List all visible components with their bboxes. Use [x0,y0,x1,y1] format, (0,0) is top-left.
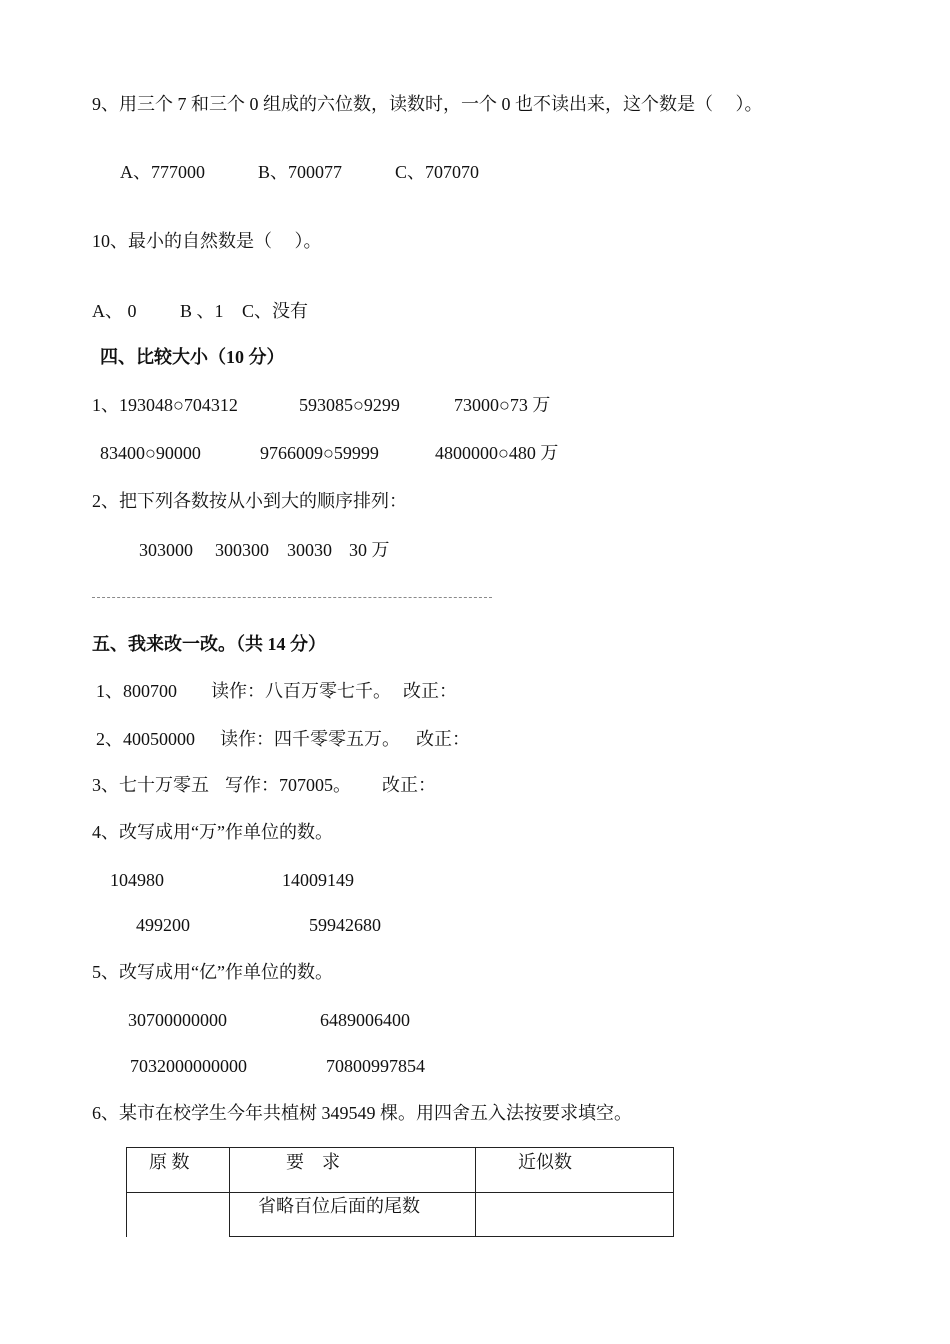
compare-item: 4800000○480 万 [435,443,559,463]
q9-option-c: C、707070 [395,162,480,182]
sort-number: 30030 [287,540,332,560]
rewrite-wan-prompt: 4、改写成用“万”作单位的数。 [92,822,333,842]
fix-item-1-number: 1、800700 [96,681,177,701]
table-cell-original[interactable] [127,1193,230,1237]
section-5-title: 五、我来改一改。（共 14 分） [92,634,326,654]
header-approximate: 近似数 [518,1152,572,1172]
compare-item: 593085○9299 [299,395,400,415]
header-original-number: 原 数 [149,1152,190,1172]
table-header-cell [476,1148,674,1193]
q10-option-c: C、没有 [242,301,309,321]
fix-item-1-reading: 读作：八百万零七千。 [211,681,391,701]
fix-item-1-correction: 改正： [403,681,457,701]
rewrite-number: 6489006400 [320,1010,410,1030]
q9-option-a: A、777000 [120,162,205,182]
section-4-title: 四、比较大小（10 分） [100,347,285,367]
table-cell-requirement [230,1193,476,1237]
approximation-prompt: 6、某市在校学生今年共植树 349549 棵。用四舍五入法按要求填空。 [92,1103,632,1123]
sort-number: 303000 [139,540,193,560]
approximation-table [126,1147,674,1237]
rewrite-number: 30700000000 [128,1010,227,1030]
rewrite-number: 104980 [110,870,164,890]
compare-item: 1、193048○704312 [92,395,238,415]
sort-number: 300300 [215,540,269,560]
rewrite-number: 499200 [136,915,190,935]
table-header-cell [230,1148,476,1193]
fix-item-2-correction: 改正： [416,729,470,749]
sort-number: 30 万 [349,540,390,560]
rewrite-yi-prompt: 5、改写成用“亿”作单位的数。 [92,962,333,982]
compare-item: 9766009○59999 [260,443,379,463]
table-header-row [127,1148,674,1193]
table-row [127,1193,674,1237]
fix-item-2-number: 2、40050000 [96,729,195,749]
header-requirement: 要 求 [286,1152,340,1172]
q9-option-b: B、700077 [258,162,343,182]
requirement-text: 省略百位后面的尾数 [258,1196,420,1216]
answer-dashed-line [92,597,492,598]
compare-item: 83400○90000 [100,443,201,463]
rewrite-number: 14009149 [282,870,354,890]
table-cell-approximate[interactable] [476,1193,674,1237]
table-header-cell [127,1148,230,1193]
rewrite-number: 70800997854 [326,1056,425,1076]
fix-item-3-writing: 写作：707005。 [225,775,351,795]
question-10: 10、最小的自然数是（ ）。 [92,231,322,251]
q10-option-b: B 、1 [180,301,224,321]
fix-item-3-correction: 改正： [382,775,436,795]
compare-item: 73000○73 万 [454,395,551,415]
fix-item-2-reading: 读作：四千零零五万。 [220,729,400,749]
question-9: 9、用三个 7 和三个 0 组成的六位数，读数时，一个 0 也不读出来，这个数是（ ）。 [92,94,763,114]
rewrite-number: 7032000000000 [130,1056,247,1076]
sort-prompt: 2、把下列各数按从小到大的顺序排列： [92,491,407,511]
q10-option-a: A、 0 [92,301,137,321]
rewrite-number: 59942680 [309,915,381,935]
fix-item-3-number: 3、七十万零五 [92,775,209,795]
